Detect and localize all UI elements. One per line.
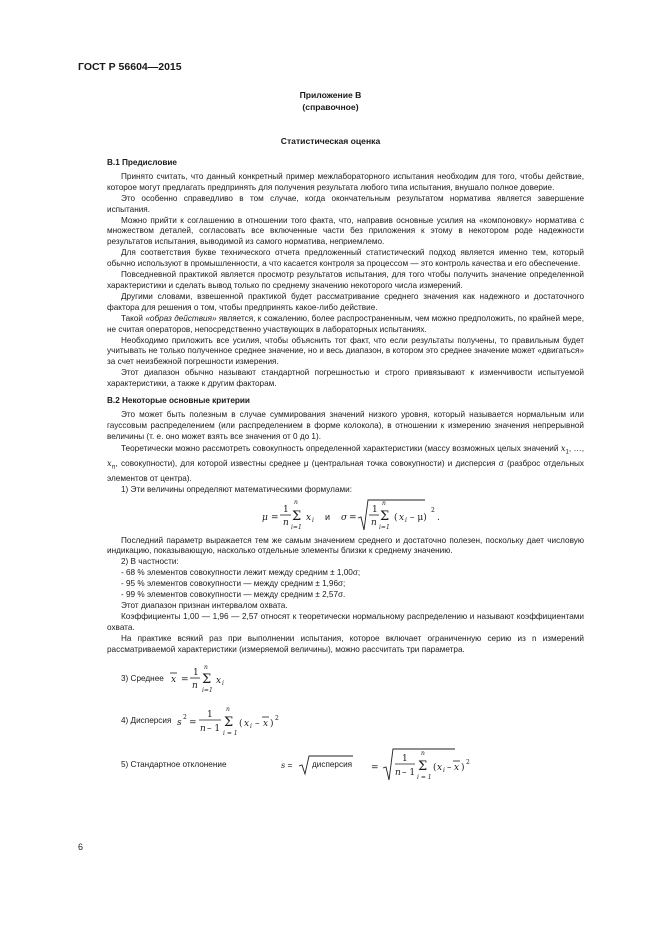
svg-text:n: n [421,749,425,757]
svg-text:i = 1: i = 1 [223,729,238,737]
b2-heading: В.2 Некоторые основные критерии [107,396,250,406]
svg-text:2: 2 [183,713,187,721]
svg-text:2: 2 [431,506,435,514]
svg-text:2: 2 [275,714,279,722]
svg-text:n: n [283,517,289,528]
paragraph: Этот диапазон обычно называют стандартной погрешностью и строго привязывают к изменчивости испытуемой характеристики, а также к другим факторам. [107,368,584,389]
svg-text:i: i [250,722,252,730]
svg-text:(: ( [394,512,398,523]
std-label: 5) Стандартное отклонение [121,759,227,769]
svg-text:=: = [271,512,279,523]
svg-text:i=1: i=1 [202,686,213,694]
page-number: 6 [78,842,84,852]
svg-text:x: x [306,512,312,523]
svg-text:i: i [222,679,224,687]
svg-text:=: = [189,717,197,728]
standard-header: ГОСТ Р 56604—2015 [78,61,182,73]
svg-text:n: n [226,705,230,713]
svg-text:x: x [454,762,460,773]
list-item: - 68 % элементов совокупности лежит между средним ± 1,00σ; [121,568,361,578]
svg-text:– 1: – 1 [207,723,221,734]
paragraph: Другими словами, взвешенной практикой будет рассматривание среднего значения как надежного и достаточного фактора для решения о том, чтобы предпринять какое-либо действие. [107,291,584,312]
list-item: - 95 % элементов совокупности — между средним ± 1,96σ; [121,579,346,589]
paragraph: Можно прийти к соглашению в отношении того факта, что, направив основные усилия на «компоновку» норматива с множеством деталей, согласовать все включенные части без приложения к этому в некотором роде надежности результатов испытания, выводимой из самого норматива, неприемлемо. [107,215,584,247]
svg-text:x: x [263,718,269,729]
svg-text:Σ: Σ [224,714,234,730]
section-title: Статистическая оценка [280,136,381,146]
svg-text:1: 1 [283,504,289,515]
formula-mean [107,664,584,694]
svg-text:n: n [204,663,208,671]
svg-text:σ: σ [341,512,348,523]
svg-text:n: n [371,517,377,528]
svg-text:– 1: – 1 [402,767,416,778]
svg-text:n: n [382,499,386,507]
svg-text:): ) [461,762,465,773]
svg-text:(: ( [433,762,437,773]
svg-text:1: 1 [193,667,199,678]
svg-text:.: . [437,512,440,523]
svg-text:–: – [255,718,260,729]
svg-text:=: = [371,762,379,773]
svg-text:μ: μ [262,512,268,523]
svg-text:Σ: Σ [418,758,428,774]
svg-text:1: 1 [402,753,408,764]
formula-mu-sigma [107,496,584,536]
mean-formula-graphic [169,664,289,696]
paragraph: Коэффициенты 1,00 — 1,96 — 2,57 относят к теоретически нормальному распределению и называют коэффициентами охвата. [107,611,584,632]
svg-text:Σ: Σ [202,671,212,687]
svg-text:(: ( [239,718,243,729]
svg-text:i: i [312,516,314,524]
svg-text:i: i [443,766,445,774]
mean-label: 3) Среднее [121,673,164,683]
paragraph: Принято считать, что данный конкретный пример межлабораторного испытания необходим для того, чтобы действие, которое могут предлагать предпринять для получения результата любого типа испытания, внушало полное доверие. [107,171,584,192]
svg-text:1: 1 [207,709,213,720]
paragraph: Этот диапазон признан интервалом охвата. [121,601,288,610]
paragraph: 1) Эти величины определяют математическими формулами: [121,484,352,494]
svg-text:Σ: Σ [380,508,390,524]
svg-text:): ) [270,718,274,729]
formula-graphic [107,496,584,536]
svg-text:1: 1 [372,504,378,515]
variance-label: 4) Дисперсия [121,715,172,725]
svg-text:x: x [171,674,177,685]
svg-text:i = 1: i = 1 [417,773,432,781]
svg-text:=: = [349,512,357,523]
paragraph: Последний параметр выражается тем же самым значением среднего и достаточно полезен, поскольку дает числовую индикацию, показывающую, насколько отдельные элементы близки к среднему значению. [107,535,584,556]
svg-text:Σ: Σ [292,508,302,524]
svg-text:n: n [294,498,298,506]
svg-text:x: x [216,675,222,686]
svg-text:2: 2 [466,758,470,766]
std-word: дисперсия [312,759,353,769]
and-word: и [325,511,331,522]
b1-heading: В.1 Предисловие [107,158,177,167]
paragraph: Теоретически можно рассмотреть совокупность определенной характеристики (массу возможных целых значений $x_1$, …, $x_n$, совокупности), для которой известны среднее μ (центральная точка совокупности) и дисперсия σ (разброс отдельных элементов от центра). [107,442,584,483]
std-s-label: s = [281,759,293,770]
paragraph: Для соответствия букве технического отчета предложенный статистический подход является именно тем, который обычно используют в промышленности, а что касается контроля за процессом — это контроль качества и его обеспечение. [107,248,584,269]
svg-text:x: x [437,762,443,773]
svg-text:x: x [244,718,250,729]
svg-text:i=1: i=1 [291,523,302,531]
paragraph: На практике всякий раз при выполнении испытания, которое включает ограниченную серию из n измерений рассматриваемой характеристики (измеряемой величины), можно рассчитать три параметра. [107,633,584,654]
svg-text:– μ): – μ) [410,512,427,523]
svg-text:s: s [177,717,182,728]
svg-text:n: n [200,723,206,734]
appendix-title: Приложение В [299,90,362,100]
appendix-subtitle: (справочное) [302,102,359,112]
svg-text:=: = [181,674,189,685]
list-item: - 99 % элементов совокупности — между средним ± 2,57σ. [121,590,346,600]
document-body [107,154,584,782]
svg-text:n: n [192,680,198,691]
paragraph: Необходимо приложить все усилия, чтобы объяснить тот факт, что если результаты получены, то правильным будет учитывать не только полученное среднее значение, но и весь диапазон, в котором это среднее значение может «двигаться» за счет неизбежной погрешности измерения. [107,335,584,367]
paragraph: 2) В частности: [121,557,179,567]
svg-text:i: i [405,516,407,524]
paragraph: Повседневной практикой является просмотр результатов испытания, для того чтобы получить значение определенной характеристики и сделать вывод только по среднему значению некоторого числа измерений. [107,270,584,290]
svg-text:–: – [447,762,452,773]
paragraph: Это может быть полезным в случае суммирования значений низкого уровня, который называется нормальным или гауссовым распределением (или распределением в форме колокола), в отношении к измерению значения непрерывной величины (т. е. оно может взять все значения от 0 до 1). [107,409,584,441]
svg-text:x: x [399,512,405,523]
formula-std-deviation [107,746,584,782]
variance-formula-graphic [175,704,315,738]
paragraph: Это особенно справедливо в том случае, когда окончательным результатом норматива является завершение испытания. [107,193,584,214]
svg-text:i=1: i=1 [379,523,390,531]
paragraph: Такой «образ действия» является, к сожалению, более распространенным, чем можно предположить, по крайней мере, не считая операторов, непосредственно участвующих в лабораторных испытаниях. [107,313,584,334]
formula-variance [107,704,584,737]
svg-text:n: n [395,767,401,778]
